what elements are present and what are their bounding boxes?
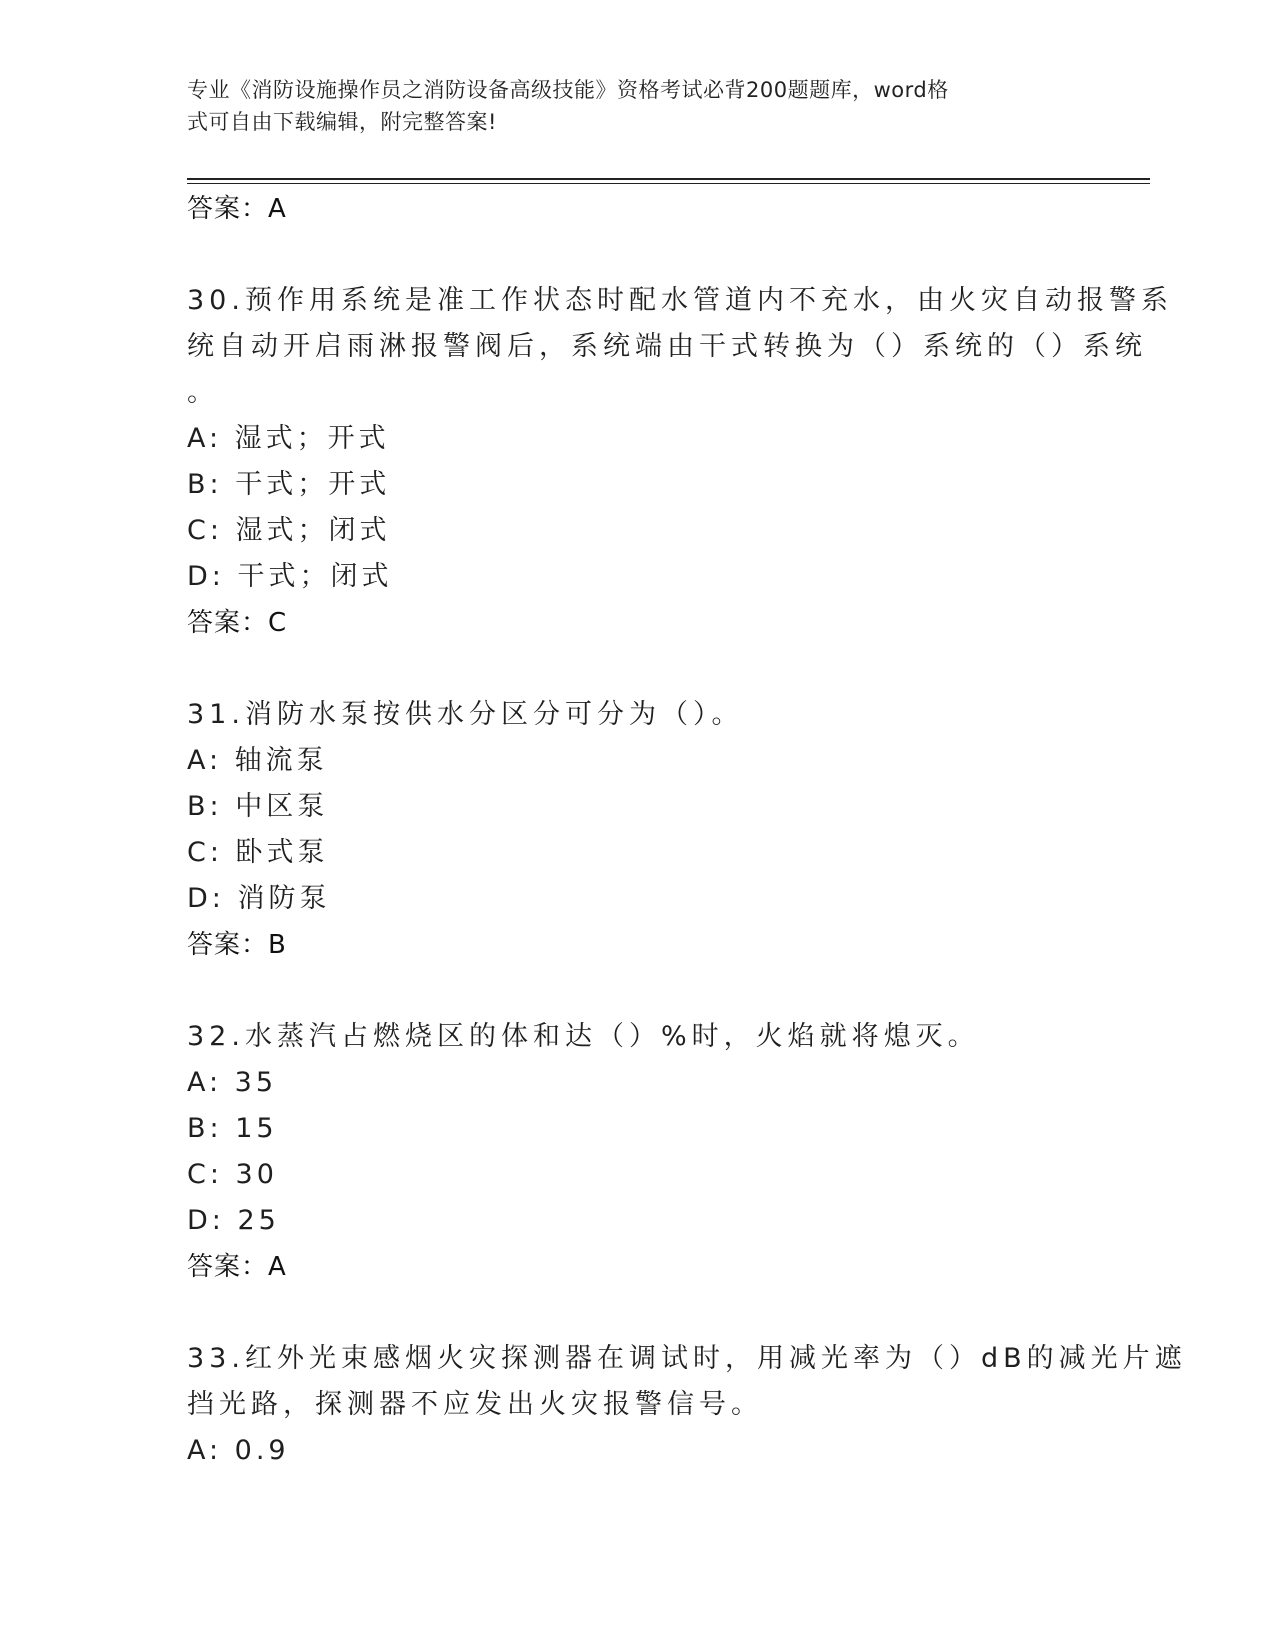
question-32 <box>187 1014 1087 1290</box>
question-text-line: 33.红外光束感烟火灾探测器在调试时，用减光率为（）dB的减光片遮 <box>187 1343 1187 1374</box>
question-text-line: 30.预作用系统是准工作状态时配水管道内不充水，由火灾自动报警系 <box>187 285 1173 316</box>
option-d: D: 消防泵 <box>187 883 331 914</box>
answer-line: 答案：A <box>187 1252 287 1282</box>
question-31 <box>187 692 1087 968</box>
document-header <box>187 74 1067 138</box>
option-a: A: 轴流泵 <box>187 745 328 776</box>
option-a: A: 0.9 <box>187 1435 290 1466</box>
previous-answer: 答案：A <box>187 194 287 224</box>
option-c: C: 湿式；闭式 <box>187 515 391 546</box>
header-divider-thick <box>187 178 1150 180</box>
option-d: D: 25 <box>187 1205 280 1236</box>
spacer <box>187 646 1087 692</box>
question-text-line: 。 <box>187 377 219 408</box>
question-text-line: 挡光路，探测器不应发出火灾报警信号。 <box>187 1389 763 1420</box>
question-text-line: 32.水蒸汽占燃烧区的体和达（）%时，火焰就将熄灭。 <box>187 1021 980 1052</box>
spacer <box>187 1290 1087 1336</box>
question-text-line: 31.消防水泵按供水分区分可分为（）。 <box>187 699 744 730</box>
option-b: B: 干式；开式 <box>187 469 391 500</box>
header-line-1: 专业《消防设施操作员之消防设备高级技能》资格考试必背200题题库，word格 <box>187 78 949 102</box>
header-divider-thin <box>187 183 1150 184</box>
answer-line: 答案：B <box>187 930 287 960</box>
header-line-2: 式可自由下载编辑，附完整答案! <box>187 110 497 134</box>
option-b: B: 15 <box>187 1113 278 1144</box>
question-list <box>187 186 1187 1474</box>
spacer <box>187 968 1087 1014</box>
answer-line: 答案：C <box>187 608 288 638</box>
option-c: C: 30 <box>187 1159 278 1190</box>
spacer <box>187 232 1087 278</box>
option-a: A: 湿式；开式 <box>187 423 390 454</box>
option-c: C: 卧式泵 <box>187 837 329 868</box>
question-text-line: 统自动开启雨淋报警阀后，系统端由干式转换为（）系统的（）系统 <box>187 331 1147 362</box>
option-a: A: 35 <box>187 1067 278 1098</box>
option-d: D: 干式；闭式 <box>187 561 393 592</box>
question-33 <box>187 1336 1187 1474</box>
question-30 <box>187 278 1173 646</box>
option-b: B: 中区泵 <box>187 791 329 822</box>
